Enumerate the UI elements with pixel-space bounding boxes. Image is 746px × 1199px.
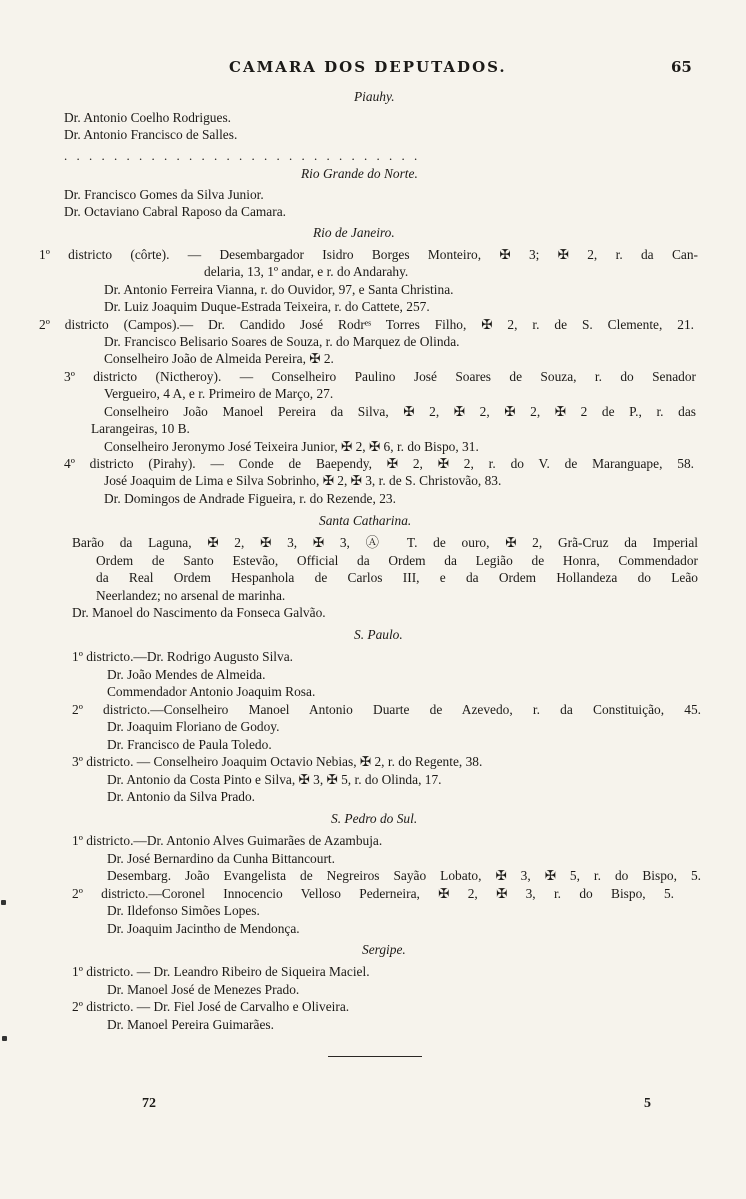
closing-rule	[328, 1056, 422, 1057]
section-heading-piauhy: Piauhy.	[354, 89, 395, 104]
member-line: 2º districto.—Conselheiro Manoel Antonio Duarte de Azevedo, r. da Constituição, 45.	[72, 702, 701, 717]
member-line: Dr. Antonio Francisco de Salles.	[64, 127, 238, 142]
member-line: Dr. Antonio da Silva Prado.	[107, 789, 256, 804]
member-line: Dr. Joaquim Floriano de Godoy.	[107, 719, 280, 734]
member-line: Dr. Joaquim Jacintho de Mendonça.	[107, 921, 300, 936]
member-line: Dr. Francisco Gomes da Silva Junior.	[64, 187, 264, 202]
section-heading-santa-catharina: Santa Catharina.	[319, 513, 412, 528]
section-heading-rio-de-janeiro: Rio de Janeiro.	[313, 225, 395, 240]
member-line: Dr. Luiz Joaquim Duque-Estrada Teixeira, r. do Cattete, 257.	[104, 299, 430, 314]
member-line: Dr. Antonio Coelho Rodrigues.	[64, 110, 232, 125]
member-line: Dr. Manoel Pereira Guimarães.	[107, 1017, 274, 1032]
member-line: Conselheiro João de Almeida Pereira, ✠ 2.	[104, 351, 334, 366]
section-heading-sao-pedro-do-sul: S. Pedro do Sul.	[331, 811, 418, 826]
member-line: José Joaquim de Lima e Silva Sobrinho, ✠ 2, ✠ 3, r. de S. Christovão, 83.	[104, 473, 502, 488]
member-line: Dr. José Bernardino da Cunha Bittancourt.	[107, 851, 335, 866]
member-line: Commendador Antonio Joaquim Rosa.	[107, 684, 316, 699]
section-heading-rio-grande-do-norte: Rio Grande do Norte.	[301, 166, 418, 181]
margin-speck	[2, 1036, 7, 1041]
member-line: Conselheiro João Manoel Pereira da Silva, ✠ 2, ✠ 2, ✠ 2, ✠ 2 de P., r. das	[104, 404, 696, 419]
section-heading-sao-paulo: S. Paulo.	[354, 627, 403, 642]
member-line: Dr. Francisco de Paula Toledo.	[107, 737, 272, 752]
member-line: Barão da Laguna, ✠ 2, ✠ 3, ✠ 3, Ⓐ T. de ouro, ✠ 2, Grã-Cruz da Imperial	[72, 535, 698, 550]
margin-speck	[1, 900, 6, 905]
member-line: 2º districto.—Coronel Innocencio Velloso Pederneira, ✠ 2, ✠ 3, r. do Bispo, 5.	[72, 886, 674, 901]
member-line: Dr. Ildefonso Simões Lopes.	[107, 903, 260, 918]
section-heading-sergipe: Sergipe.	[362, 942, 406, 957]
member-line: 3º districto. — Conselheiro Joaquim Octavio Nebias, ✠ 2, r. do Regente, 38.	[72, 754, 483, 769]
page-number: 65	[671, 58, 692, 76]
member-line: 4º districto (Pirahy). — Conde de Baependy, ✠ 2, ✠ 2, r. do V. de Maranguape, 58.	[64, 456, 694, 471]
elision-dots: . . . . . . . . . . . . . . . . . . . . . . . . . . . . .	[64, 148, 421, 163]
member-line: Dr. Domingos de Andrade Figueira, r. do Rezende, 23.	[104, 491, 396, 506]
member-line: Conselheiro Jeronymo José Teixeira Junior, ✠ 2, ✠ 6, r. do Bispo, 31.	[104, 439, 479, 454]
member-line: Dr. Octaviano Cabral Raposo da Camara.	[64, 204, 286, 219]
member-line: Neerlandez; no arsenal de marinha.	[96, 588, 286, 603]
signature-mark-left: 72	[142, 1096, 156, 1111]
member-line: Dr. Manoel José de Menezes Prado.	[107, 982, 300, 997]
member-line: Ordem de Santo Estevão, Official da Ordem da Legião de Honra, Commendador	[96, 553, 698, 568]
member-line: 1º districto. — Dr. Leandro Ribeiro de Siqueira Maciel.	[72, 964, 370, 979]
member-line: Dr. Francisco Belisario Soares de Souza, r. do Marquez de Olinda.	[104, 334, 460, 349]
member-line: Desembarg. João Evangelista de Negreiros Sayão Lobato, ✠ 3, ✠ 5, r. do Bispo, 5.	[107, 868, 701, 883]
member-line: Dr. João Mendes de Almeida.	[107, 667, 266, 682]
running-header-title: CAMARA DOS DEPUTADOS.	[229, 58, 507, 76]
signature-mark-right: 5	[644, 1096, 651, 1111]
member-line: 1º districto.—Dr. Rodrigo Augusto Silva.	[72, 649, 294, 664]
member-line: Vergueiro, 4 A, e r. Primeiro de Março, 27.	[104, 386, 334, 401]
member-line: 3º districto (Nictheroy). — Conselheiro Paulino José Soares de Souza, r. do Senador	[64, 369, 696, 384]
member-line: Dr. Antonio Ferreira Vianna, r. do Ouvidor, 97, e Santa Christina.	[104, 282, 454, 297]
member-line: 2º districto. — Dr. Fiel José de Carvalho e Oliveira.	[72, 999, 350, 1014]
member-line: da Real Ordem Hespanhola de Carlos III, e da Ordem Hollandeza do Leão	[96, 570, 698, 585]
member-line: Dr. Manoel do Nascimento da Fonseca Galvão.	[72, 605, 326, 620]
member-line: Larangeiras, 10 B.	[91, 421, 190, 436]
member-line: Dr. Antonio da Costa Pinto e Silva, ✠ 3, ✠ 5, r. do Olinda, 17.	[107, 772, 442, 787]
member-line: 2º districto (Campos).— Dr. Candido José Rodrᵉˢ Torres Filho, ✠ 2, r. de S. Clemente, 21.	[39, 317, 694, 332]
member-line: 1º districto (côrte). — Desembargador Isidro Borges Monteiro, ✠ 3; ✠ 2, r. da Can-	[39, 247, 698, 262]
member-line: delaria, 13, 1º andar, e r. do Andarahy.	[204, 264, 409, 279]
member-line: 1º districto.—Dr. Antonio Alves Guimarães de Azambuja.	[72, 833, 383, 848]
